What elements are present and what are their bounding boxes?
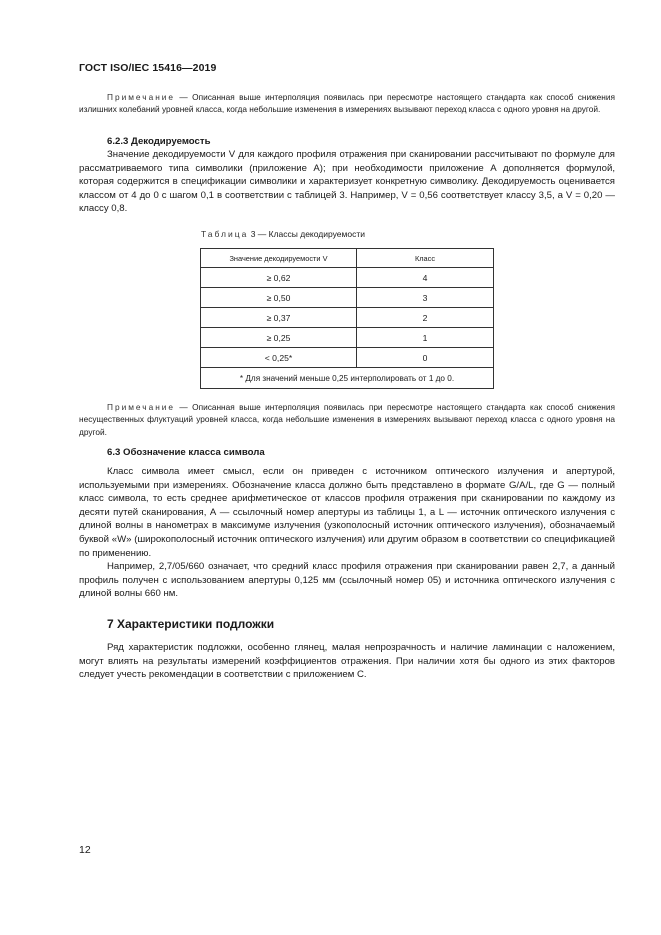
decodability-value: ≥ 0,50 bbox=[201, 288, 357, 308]
table-row bbox=[201, 268, 494, 288]
grade-value: 3 bbox=[357, 288, 494, 308]
column-header-grade: Класс bbox=[357, 249, 494, 268]
decodability-value: ≥ 0,62 bbox=[201, 268, 357, 288]
section-6-2-3-paragraph: Значение декодируемости V для каждого профиля отражения при сканировании рассчитывают по формуле для рассматриваемого типа символики (приложение А); при необходимости приложение А дополняется формулой, которая содержится в спецификации символики и характеризует конкретную символику. Декодируемость оценивается классом от 4 до 0 с шагом 0,1 в соответствии с таблицей 3. Например, V = 0,56 соответствует классу 3,5, а V = 0,20 — классу 0,8. bbox=[79, 149, 615, 215]
table-row bbox=[201, 328, 494, 348]
note-1 bbox=[79, 91, 615, 116]
grade-value: 2 bbox=[357, 308, 494, 328]
table-row bbox=[201, 288, 494, 308]
table-3-caption-text: 3 — Классы декодируемости bbox=[248, 229, 365, 239]
table-row bbox=[201, 348, 494, 368]
section-6-3-paragraph-1: Класс символа имеет смысл, если он приведен с источником оптического излучения и апертурой, используемыми при измерениях. Обозначение класса должно быть представлено в формате G/A/L, где G — полный класс символа, то есть среднее арифметическое от классов профиля отражения при сканировании по каждому из десяти путей сканирования, А — ссылочный номер апертуры из таблицы 1, а L — источник оптического излучения с длиной волны в нанометрах в максимуме излучения (узкополосный источник оптического излучения), обозначаемый буквой «W» (широкополосный источник оптического излучения) или другим образом в соответствии со спецификацией по применению. bbox=[79, 466, 615, 559]
grade-value: 1 bbox=[357, 328, 494, 348]
section-6-3-paragraph-2: Например, 2,7/05/660 означает, что средний класс профиля отражения при сканировании равен 2,7, а данный профиль получен с использованием апертуры 0,125 мм (ссылочный номер 05) и источника оптического излучения с длиной волны 660 нм. bbox=[79, 561, 615, 600]
section-6-3-heading: 6.3 Обозначение класса символа bbox=[107, 447, 265, 458]
table-header-row bbox=[201, 249, 494, 268]
note-2 bbox=[79, 401, 615, 438]
grade-value: 4 bbox=[357, 268, 494, 288]
table-3 bbox=[200, 248, 494, 389]
note-2-label: Примечание bbox=[107, 402, 176, 412]
page-number: 12 bbox=[79, 844, 91, 856]
table-footnote-row bbox=[201, 368, 494, 389]
table-3-caption bbox=[201, 229, 365, 239]
decodability-value: ≥ 0,25 bbox=[201, 328, 357, 348]
column-header-decodability: Значение декодируемости V bbox=[201, 249, 357, 268]
decodability-value: ≥ 0,37 bbox=[201, 308, 357, 328]
grade-value: 0 bbox=[357, 348, 494, 368]
section-7-heading: 7 Характеристики подложки bbox=[107, 617, 275, 631]
section-7-paragraph: Ряд характеристик подложки, особенно глянец, малая непрозрачность и наличие ламинации с наложением, могут влиять на результаты измерений коэффициентов отражения. При наличии хотя бы одного из этих факторов следует учесть рекомендации в соответствии с приложением С. bbox=[79, 642, 615, 681]
note-1-text: — Описанная выше интерполяция появилась при пересмотре настоящего стандарта как способ снижения излишних колебаний уровней класса, когда небольшие изменения в измерениях вызывают переход класса с одного уровня на другой. bbox=[79, 92, 615, 115]
decodability-value: < 0,25* bbox=[201, 348, 357, 368]
table-3-caption-label: Таблица bbox=[201, 229, 249, 239]
note-2-text: — Описанная выше интерполяция появилась при пересмотре настоящего стандарта как способ снижения несущественных флуктуаций уровней класса, когда небольшие изменения в измерениях вызывают переход класса с одного уровня на другой. bbox=[79, 402, 615, 437]
document-header: ГОСТ ISO/IEC 15416—2019 bbox=[79, 62, 217, 74]
note-1-label: Примечание bbox=[107, 92, 176, 102]
section-6-2-3-heading: 6.2.3 Декодируемость bbox=[107, 136, 211, 147]
table-row bbox=[201, 308, 494, 328]
table-footnote: * Для значений меньше 0,25 интерполировать от 1 до 0. bbox=[201, 368, 494, 389]
